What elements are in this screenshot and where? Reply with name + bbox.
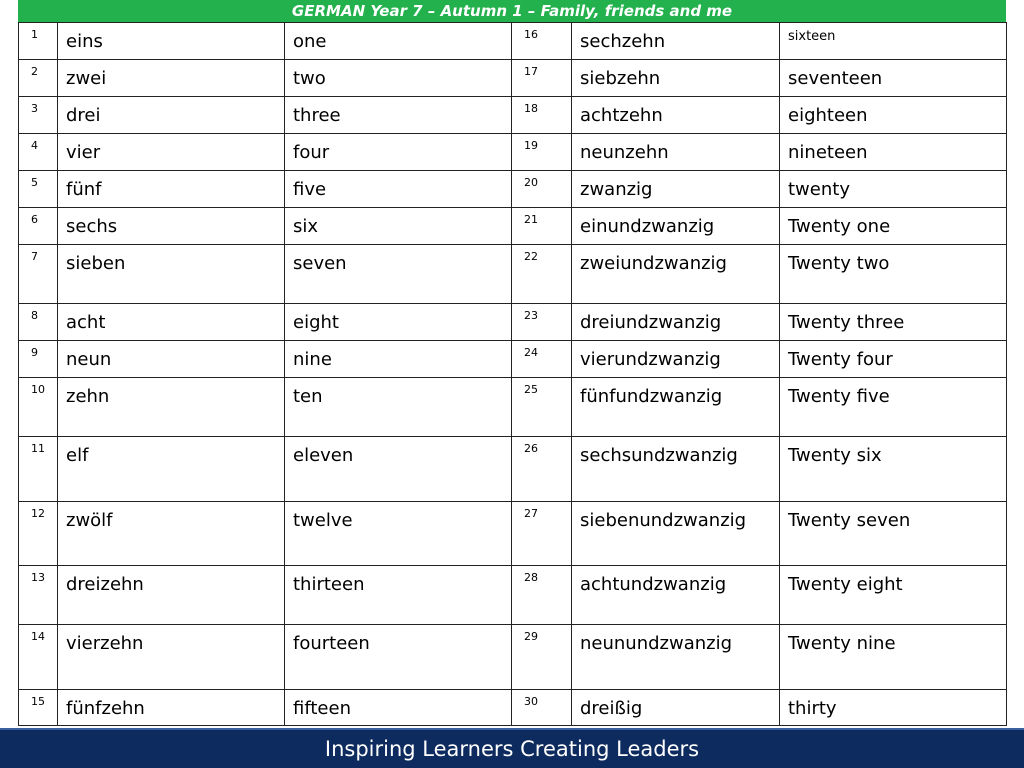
german-word: vierundzwanzig [572, 341, 780, 378]
german-word: zehn [58, 378, 285, 437]
table-row [19, 502, 1007, 566]
english-word: nineteen [780, 134, 1007, 171]
german-word: zwei [58, 60, 285, 97]
row-number: 23 [512, 304, 572, 341]
german-word: vier [58, 134, 285, 171]
row-number: 24 [512, 341, 572, 378]
table-row [19, 60, 1007, 97]
german-word: neun [58, 341, 285, 378]
english-word: Twenty seven [780, 502, 1007, 566]
english-word: seventeen [780, 60, 1007, 97]
row-number: 3 [19, 97, 58, 134]
german-word: achtzehn [572, 97, 780, 134]
english-word: six [285, 208, 512, 245]
page-title: GERMAN Year 7 – Autumn 1 – Family, friends and me [18, 0, 1006, 22]
english-word: three [285, 97, 512, 134]
english-word: seven [285, 245, 512, 304]
german-word: drei [58, 97, 285, 134]
row-number: 19 [512, 134, 572, 171]
english-word: two [285, 60, 512, 97]
row-number: 9 [19, 341, 58, 378]
row-number: 5 [19, 171, 58, 208]
row-number: 13 [19, 566, 58, 625]
german-word: sechs [58, 208, 285, 245]
english-word: twelve [285, 502, 512, 566]
table-row [19, 378, 1007, 437]
german-word: dreißig [572, 690, 780, 726]
row-number: 29 [512, 625, 572, 690]
english-word: fifteen [285, 690, 512, 726]
row-number: 21 [512, 208, 572, 245]
english-word: one [285, 23, 512, 60]
english-word: eleven [285, 437, 512, 502]
german-word: zwanzig [572, 171, 780, 208]
table-row [19, 437, 1007, 502]
english-word: five [285, 171, 512, 208]
german-word: siebzehn [572, 60, 780, 97]
footer-banner [0, 728, 1024, 768]
german-word: sechzehn [572, 23, 780, 60]
german-word: neunzehn [572, 134, 780, 171]
row-number: 14 [19, 625, 58, 690]
german-word: vierzehn [58, 625, 285, 690]
german-word: fünf [58, 171, 285, 208]
german-word: einundzwanzig [572, 208, 780, 245]
english-word: sixteen [780, 23, 1007, 60]
german-word: achtundzwanzig [572, 566, 780, 625]
footer-slogan: Inspiring Learners Creating Leaders [324, 737, 700, 761]
table-row [19, 171, 1007, 208]
row-number: 18 [512, 97, 572, 134]
row-number: 8 [19, 304, 58, 341]
table-row [19, 690, 1007, 726]
english-word: four [285, 134, 512, 171]
row-number: 11 [19, 437, 58, 502]
row-number: 16 [512, 23, 572, 60]
english-word: Twenty five [780, 378, 1007, 437]
row-number: 27 [512, 502, 572, 566]
english-word: twenty [780, 171, 1007, 208]
english-word: eight [285, 304, 512, 341]
table-row [19, 625, 1007, 690]
row-number: 15 [19, 690, 58, 726]
german-word: elf [58, 437, 285, 502]
row-number: 4 [19, 134, 58, 171]
german-word: neunundzwanzig [572, 625, 780, 690]
german-word: fünfzehn [58, 690, 285, 726]
row-number: 17 [512, 60, 572, 97]
english-word: Twenty three [780, 304, 1007, 341]
english-word: eighteen [780, 97, 1007, 134]
row-number: 12 [19, 502, 58, 566]
row-number: 22 [512, 245, 572, 304]
german-word: eins [58, 23, 285, 60]
german-word: fünfundzwanzig [572, 378, 780, 437]
row-number: 20 [512, 171, 572, 208]
german-word: dreiundzwanzig [572, 304, 780, 341]
english-word: Twenty two [780, 245, 1007, 304]
row-number: 7 [19, 245, 58, 304]
english-word: nine [285, 341, 512, 378]
table-row [19, 97, 1007, 134]
english-word: Twenty four [780, 341, 1007, 378]
english-word: thirteen [285, 566, 512, 625]
table-row [19, 245, 1007, 304]
english-word: ten [285, 378, 512, 437]
table-row [19, 566, 1007, 625]
english-word: thirty [780, 690, 1007, 726]
row-number: 2 [19, 60, 58, 97]
table-row [19, 341, 1007, 378]
table-row [19, 208, 1007, 245]
english-word: Twenty eight [780, 566, 1007, 625]
german-word: zwölf [58, 502, 285, 566]
german-word: zweiundzwanzig [572, 245, 780, 304]
english-word: Twenty six [780, 437, 1007, 502]
row-number: 25 [512, 378, 572, 437]
row-number: 26 [512, 437, 572, 502]
german-word: sechsundzwanzig [572, 437, 780, 502]
table-row [19, 304, 1007, 341]
row-number: 1 [19, 23, 58, 60]
table-row [19, 23, 1007, 60]
german-word: siebenundzwanzig [572, 502, 780, 566]
english-word: Twenty nine [780, 625, 1007, 690]
row-number: 10 [19, 378, 58, 437]
german-word: dreizehn [58, 566, 285, 625]
english-word: fourteen [285, 625, 512, 690]
vocabulary-table [18, 22, 1007, 726]
german-word: acht [58, 304, 285, 341]
english-word: Twenty one [780, 208, 1007, 245]
table-row [19, 134, 1007, 171]
row-number: 6 [19, 208, 58, 245]
row-number: 28 [512, 566, 572, 625]
german-word: sieben [58, 245, 285, 304]
row-number: 30 [512, 690, 572, 726]
